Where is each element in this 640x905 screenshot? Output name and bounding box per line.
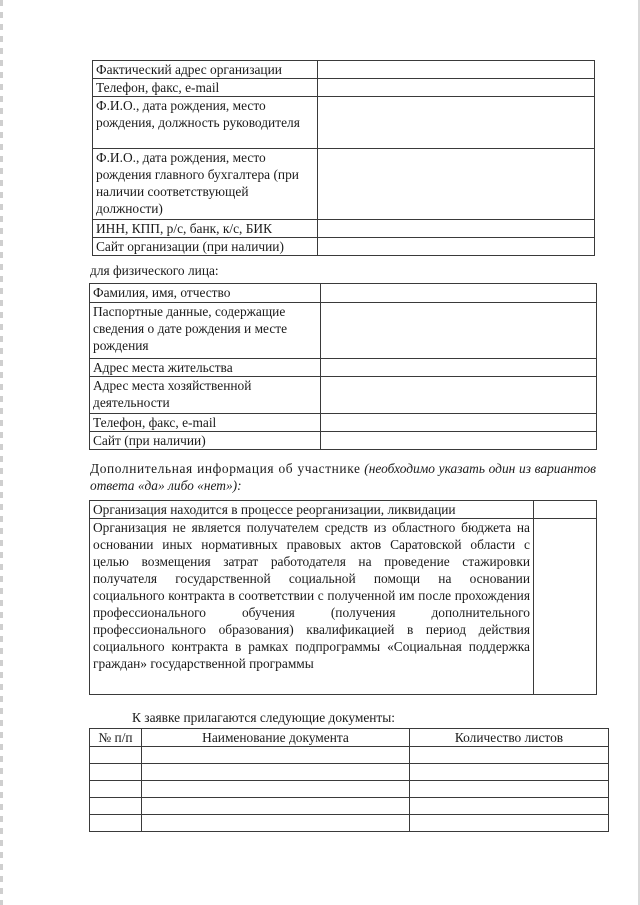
table-row bbox=[90, 501, 597, 519]
table-row bbox=[90, 284, 597, 303]
value-cell[interactable] bbox=[321, 303, 597, 359]
number-cell[interactable] bbox=[90, 781, 142, 798]
document-name-cell[interactable] bbox=[142, 747, 410, 764]
table-row bbox=[93, 149, 595, 220]
number-cell[interactable] bbox=[90, 815, 142, 832]
table-row bbox=[90, 764, 609, 781]
sheet-count-cell[interactable] bbox=[410, 764, 609, 781]
table-row bbox=[93, 220, 595, 238]
row-label: Телефон, факс, e-mail bbox=[90, 414, 321, 432]
sheet-count-cell[interactable] bbox=[410, 798, 609, 815]
row-label: Адрес места хозяйственной деятельности bbox=[90, 377, 321, 414]
document-name-cell[interactable] bbox=[142, 764, 410, 781]
column-header-number: № п/п bbox=[90, 729, 142, 747]
individual-section-label: для физического лица: bbox=[90, 263, 219, 278]
document-name-cell[interactable] bbox=[142, 781, 410, 798]
value-cell[interactable] bbox=[318, 238, 595, 256]
table-row bbox=[90, 303, 597, 359]
table-row bbox=[90, 414, 597, 432]
individual-info-table bbox=[89, 283, 597, 450]
value-cell[interactable] bbox=[321, 284, 597, 303]
row-label: Организация не является получателем средств из областного бюджета на основании иных нормативных правовых актов Саратовской области с целью возмещения затрат работодателя на проведение стажировки получателя государственной социальной помощи на основании социального контракта в соответствии с полученной им после прохождения профессионального обучения (получения дополнительного профессионального образования) квалификацией в период действия социального контракта в рамках подпрограммы «Социальная поддержка граждан» государственной программы bbox=[90, 519, 534, 695]
table-row bbox=[90, 747, 609, 764]
row-label: Ф.И.О., дата рождения, место рождения главного бухгалтера (при наличии соответствующей должности) bbox=[93, 149, 318, 220]
additional-info-text: Дополнительная информация об участнике bbox=[90, 461, 361, 476]
document-name-cell[interactable] bbox=[142, 815, 410, 832]
column-header-sheet-count: Количество листов bbox=[410, 729, 609, 747]
row-label: Сайт (при наличии) bbox=[90, 432, 321, 450]
table-row bbox=[93, 238, 595, 256]
row-label: Фамилия, имя, отчество bbox=[90, 284, 321, 303]
table-row bbox=[90, 432, 597, 450]
value-cell[interactable] bbox=[318, 97, 595, 149]
number-cell[interactable] bbox=[90, 764, 142, 781]
value-cell[interactable] bbox=[318, 220, 595, 238]
table-row bbox=[90, 377, 597, 414]
row-label: Сайт организации (при наличии) bbox=[93, 238, 318, 256]
table-row bbox=[90, 798, 609, 815]
document-name-cell[interactable] bbox=[142, 798, 410, 815]
row-label: Паспортные данные, содержащие сведения о дате рождения и месте рождения bbox=[90, 303, 321, 359]
table-row bbox=[93, 61, 595, 79]
table-row bbox=[93, 79, 595, 97]
additional-info-hint: (необходимо указать один из вариантов ответа «да» либо «нет»): bbox=[90, 461, 596, 493]
value-cell[interactable] bbox=[318, 61, 595, 79]
table-row bbox=[93, 97, 595, 149]
sheet-count-cell[interactable] bbox=[410, 747, 609, 764]
value-cell[interactable] bbox=[318, 79, 595, 97]
sheet-count-cell[interactable] bbox=[410, 781, 609, 798]
table-row bbox=[90, 781, 609, 798]
answer-cell[interactable] bbox=[534, 501, 597, 519]
row-label: ИНН, КПП, р/с, банк, к/с, БИК bbox=[93, 220, 318, 238]
sheet-count-cell[interactable] bbox=[410, 815, 609, 832]
number-cell[interactable] bbox=[90, 747, 142, 764]
value-cell[interactable] bbox=[318, 149, 595, 220]
row-label: Ф.И.О., дата рождения, место рождения, должность руководителя bbox=[93, 97, 318, 149]
additional-info-intro bbox=[90, 460, 596, 494]
additional-info-table bbox=[89, 500, 597, 695]
row-label: Фактический адрес организации bbox=[93, 61, 318, 79]
number-cell[interactable] bbox=[90, 798, 142, 815]
documents-intro: К заявке прилагаются следующие документы: bbox=[132, 710, 396, 725]
page-scan-edge-left bbox=[0, 0, 3, 905]
table-row bbox=[90, 359, 597, 377]
answer-cell[interactable] bbox=[534, 519, 597, 695]
value-cell[interactable] bbox=[321, 432, 597, 450]
table-row bbox=[90, 519, 597, 695]
value-cell[interactable] bbox=[321, 377, 597, 414]
value-cell[interactable] bbox=[321, 414, 597, 432]
row-label: Организация находится в процессе реорганизации, ликвидации bbox=[90, 501, 534, 519]
table-row bbox=[90, 815, 609, 832]
organization-info-table bbox=[92, 60, 595, 256]
column-header-document-name: Наименование документа bbox=[142, 729, 410, 747]
value-cell[interactable] bbox=[321, 359, 597, 377]
row-label: Телефон, факс, e-mail bbox=[93, 79, 318, 97]
row-label: Адрес места жительства bbox=[90, 359, 321, 377]
table-header-row bbox=[90, 729, 609, 747]
documents-table bbox=[89, 728, 609, 832]
